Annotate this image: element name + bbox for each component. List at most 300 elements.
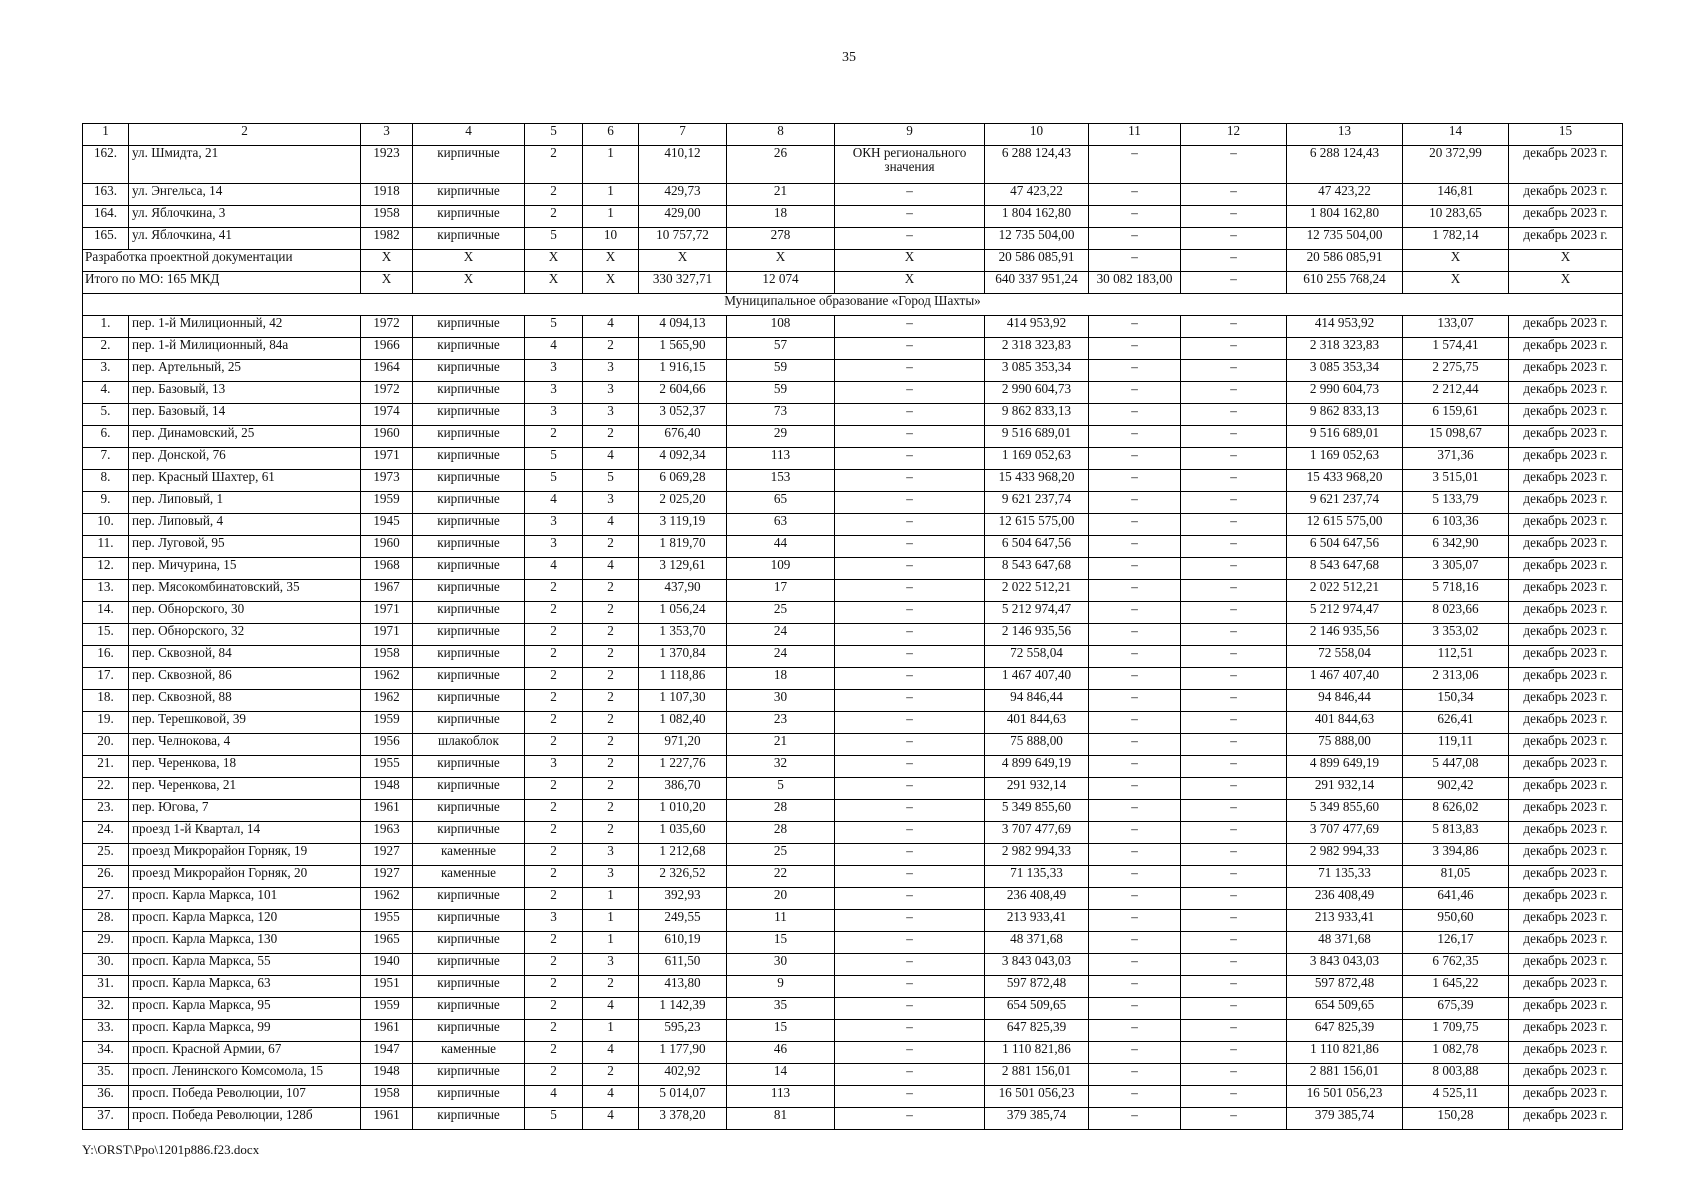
table-cell: –	[835, 448, 985, 470]
table-cell: 676,40	[639, 426, 727, 448]
table-cell: –	[835, 976, 985, 998]
table-cell: 437,90	[639, 580, 727, 602]
table-cell: 32.	[83, 998, 129, 1020]
table-cell: –	[835, 1020, 985, 1042]
table-cell: –	[835, 1064, 985, 1086]
table-cell: –	[835, 470, 985, 492]
table-cell: 28.	[83, 910, 129, 932]
table-cell: 48 371,68	[1287, 932, 1403, 954]
table-cell: X	[525, 272, 583, 294]
table-cell: 8 543 647,68	[1287, 558, 1403, 580]
table-cell: 1955	[361, 756, 413, 778]
table-cell: 2 982 994,33	[1287, 844, 1403, 866]
table-cell: кирпичные	[413, 558, 525, 580]
table-cell: 3 378,20	[639, 1108, 727, 1130]
table-cell: 3 707 477,69	[1287, 822, 1403, 844]
table-cell: 2	[583, 602, 639, 624]
table-cell: 2	[525, 184, 583, 206]
table-cell: –	[1089, 976, 1181, 998]
table-cell: 2	[525, 602, 583, 624]
table-cell: 1 110 821,86	[1287, 1042, 1403, 1064]
table-cell: 81,05	[1403, 866, 1509, 888]
table-cell: 1 082,40	[639, 712, 727, 734]
table-cell: 2 025,20	[639, 492, 727, 514]
table-cell: –	[835, 602, 985, 624]
table-cell: 26.	[83, 866, 129, 888]
table-row	[83, 602, 1623, 624]
table-cell: 164.	[83, 206, 129, 228]
table-row	[83, 338, 1623, 360]
table-cell: –	[1181, 426, 1287, 448]
table-cell: –	[835, 888, 985, 910]
table-cell: 2 318 323,83	[985, 338, 1089, 360]
table-cell: 59	[727, 382, 835, 404]
table-cell: 2	[525, 690, 583, 712]
table-cell: 2	[583, 976, 639, 998]
table-cell: 278	[727, 228, 835, 250]
table-cell: кирпичные	[413, 404, 525, 426]
table-cell: 2	[583, 822, 639, 844]
table-row	[83, 690, 1623, 712]
table-cell: 81	[727, 1108, 835, 1130]
table-cell: 429,00	[639, 206, 727, 228]
table-cell: –	[1181, 954, 1287, 976]
section-row	[83, 294, 1623, 316]
table-cell: декабрь 2023 г.	[1509, 910, 1623, 932]
table-cell: 1962	[361, 668, 413, 690]
table-cell: декабрь 2023 г.	[1509, 1042, 1623, 1064]
table-cell: 2	[583, 690, 639, 712]
table-cell: кирпичные	[413, 228, 525, 250]
table-cell: –	[835, 690, 985, 712]
table-cell: декабрь 2023 г.	[1509, 1064, 1623, 1086]
table-cell: кирпичные	[413, 954, 525, 976]
table-cell: кирпичные	[413, 492, 525, 514]
table-cell: 1 370,84	[639, 646, 727, 668]
summary-label-cell: Разработка проектной документации	[83, 250, 361, 272]
table-cell: X	[361, 250, 413, 272]
table-cell: 4.	[83, 382, 129, 404]
table-cell: 21.	[83, 756, 129, 778]
table-row	[83, 492, 1623, 514]
table-cell: проезд Микрорайон Горняк, 19	[129, 844, 361, 866]
table-cell: 17	[727, 580, 835, 602]
table-cell: проезд Микрорайон Горняк, 20	[129, 866, 361, 888]
table-cell: 18.	[83, 690, 129, 712]
table-cell: X	[583, 250, 639, 272]
table-cell: 675,39	[1403, 998, 1509, 1020]
table-cell: 126,17	[1403, 932, 1509, 954]
table-cell: 28	[727, 800, 835, 822]
table-cell: декабрь 2023 г.	[1509, 536, 1623, 558]
table-cell: 4	[583, 448, 639, 470]
table-cell: –	[1089, 184, 1181, 206]
table-cell: 1965	[361, 932, 413, 954]
table-cell: 11.	[83, 536, 129, 558]
table-cell: 10 757,72	[639, 228, 727, 250]
table-cell: 1973	[361, 470, 413, 492]
table-cell: декабрь 2023 г.	[1509, 866, 1623, 888]
table-cell: 2	[525, 822, 583, 844]
table-cell: кирпичные	[413, 998, 525, 1020]
table-cell: –	[1181, 470, 1287, 492]
table-cell: 21	[727, 734, 835, 756]
table-cell: 2 022 512,21	[1287, 580, 1403, 602]
table-cell: 1 177,90	[639, 1042, 727, 1064]
table-cell: 15	[727, 1020, 835, 1042]
table-cell: –	[1181, 404, 1287, 426]
table-cell: 17.	[83, 668, 129, 690]
table-cell: кирпичные	[413, 514, 525, 536]
table-cell: пер. Обнорского, 30	[129, 602, 361, 624]
table-cell: 3 085 353,34	[1287, 360, 1403, 382]
table-cell: 153	[727, 470, 835, 492]
table-cell: 1 082,78	[1403, 1042, 1509, 1064]
table-cell: –	[835, 184, 985, 206]
table-cell: –	[1181, 580, 1287, 602]
table-cell: 133,07	[1403, 316, 1509, 338]
table-row	[83, 624, 1623, 646]
table-cell: просп. Победа Революции, 128б	[129, 1108, 361, 1130]
table-cell: –	[1089, 360, 1181, 382]
table-cell: X	[525, 250, 583, 272]
table-cell: кирпичные	[413, 146, 525, 184]
table-row	[83, 426, 1623, 448]
table-cell: 597 872,48	[985, 976, 1089, 998]
table-cell: пер. Липовый, 4	[129, 514, 361, 536]
table-cell: декабрь 2023 г.	[1509, 228, 1623, 250]
table-cell: 3	[583, 382, 639, 404]
table-cell: 654 509,65	[1287, 998, 1403, 1020]
table-body	[83, 124, 1623, 1130]
table-cell: –	[1181, 492, 1287, 514]
table-cell: просп. Карла Маркса, 120	[129, 910, 361, 932]
table-cell: 94 846,44	[1287, 690, 1403, 712]
summary-row	[83, 272, 1623, 294]
table-cell: 610 255 768,24	[1287, 272, 1403, 294]
table-cell: просп. Карла Маркса, 99	[129, 1020, 361, 1042]
table-cell: 1	[583, 910, 639, 932]
column-number-cell: 15	[1509, 124, 1623, 146]
table-cell: 57	[727, 338, 835, 360]
table-cell: –	[1089, 844, 1181, 866]
table-cell: 1 782,14	[1403, 228, 1509, 250]
table-cell: ул. Энгельса, 14	[129, 184, 361, 206]
table-cell: 4	[525, 492, 583, 514]
table-cell: 2 982 994,33	[985, 844, 1089, 866]
table-cell: 5 718,16	[1403, 580, 1509, 602]
table-cell: –	[1089, 558, 1181, 580]
table-cell: 386,70	[639, 778, 727, 800]
table-cell: 950,60	[1403, 910, 1509, 932]
table-cell: 1971	[361, 602, 413, 624]
table-cell: –	[835, 1108, 985, 1130]
table-cell: 6 288 124,43	[1287, 146, 1403, 184]
column-number-cell: 7	[639, 124, 727, 146]
table-cell: 73	[727, 404, 835, 426]
table-cell: каменные	[413, 844, 525, 866]
table-cell: 2 313,06	[1403, 668, 1509, 690]
table-cell: декабрь 2023 г.	[1509, 668, 1623, 690]
table-cell: кирпичные	[413, 932, 525, 954]
table-cell: –	[1089, 1086, 1181, 1108]
table-cell: 2 318 323,83	[1287, 338, 1403, 360]
table-cell: –	[835, 360, 985, 382]
table-cell: 249,55	[639, 910, 727, 932]
table-cell: пер. 1-й Милиционный, 42	[129, 316, 361, 338]
table-cell: декабрь 2023 г.	[1509, 844, 1623, 866]
table-cell: кирпичные	[413, 800, 525, 822]
table-cell: 165.	[83, 228, 129, 250]
table-cell: 3 707 477,69	[985, 822, 1089, 844]
page-number: 35	[842, 50, 856, 65]
table-cell: 109	[727, 558, 835, 580]
table-cell: –	[1089, 1020, 1181, 1042]
table-cell: 2	[525, 1064, 583, 1086]
table-cell: 5 212 974,47	[985, 602, 1089, 624]
table-cell: 1927	[361, 844, 413, 866]
table-cell: ул. Яблочкина, 41	[129, 228, 361, 250]
table-cell: 1960	[361, 426, 413, 448]
table-cell: 12 735 504,00	[985, 228, 1089, 250]
table-cell: 5	[727, 778, 835, 800]
table-cell: 1	[583, 888, 639, 910]
table-cell: декабрь 2023 г.	[1509, 602, 1623, 624]
table-cell: 113	[727, 1086, 835, 1108]
table-cell: 3	[525, 910, 583, 932]
table-cell: декабрь 2023 г.	[1509, 712, 1623, 734]
table-cell: 24	[727, 646, 835, 668]
table-cell: 150,28	[1403, 1108, 1509, 1130]
table-cell: –	[1089, 426, 1181, 448]
column-number-row	[83, 124, 1623, 146]
table-cell: 1 142,39	[639, 998, 727, 1020]
table-row	[83, 360, 1623, 382]
table-cell: –	[1089, 668, 1181, 690]
table-cell: 2 990 604,73	[985, 382, 1089, 404]
table-cell: –	[1089, 800, 1181, 822]
column-number-cell: 6	[583, 124, 639, 146]
table-cell: 3	[583, 866, 639, 888]
table-cell: –	[1089, 690, 1181, 712]
table-cell: декабрь 2023 г.	[1509, 756, 1623, 778]
table-cell: 401 844,63	[1287, 712, 1403, 734]
table-cell: 1 565,90	[639, 338, 727, 360]
table-cell: –	[1181, 932, 1287, 954]
table-cell: декабрь 2023 г.	[1509, 976, 1623, 998]
table-row	[83, 646, 1623, 668]
table-cell: просп. Карла Маркса, 63	[129, 976, 361, 998]
footer-file-path: Y:\ORST\Ppo\1201p886.f23.docx	[82, 1142, 260, 1157]
table-cell: –	[835, 756, 985, 778]
table-cell: 108	[727, 316, 835, 338]
table-cell: 1958	[361, 206, 413, 228]
table-cell: –	[835, 712, 985, 734]
table-row	[83, 536, 1623, 558]
table-cell: –	[1089, 602, 1181, 624]
table-cell: 30	[727, 954, 835, 976]
table-cell: 1923	[361, 146, 413, 184]
summary-row	[83, 250, 1623, 272]
table-cell: –	[835, 954, 985, 976]
table-cell: пер. Черенкова, 18	[129, 756, 361, 778]
table-cell: 1 819,70	[639, 536, 727, 558]
table-cell: –	[835, 1042, 985, 1064]
table-cell: –	[1181, 1064, 1287, 1086]
table-cell: кирпичные	[413, 712, 525, 734]
table-row	[83, 448, 1623, 470]
table-cell: 2	[583, 800, 639, 822]
table-cell: 26	[727, 146, 835, 184]
table-cell: 647 825,39	[985, 1020, 1089, 1042]
table-cell: пер. Базовый, 13	[129, 382, 361, 404]
table-cell: 1956	[361, 734, 413, 756]
table-cell: –	[1181, 822, 1287, 844]
table-cell: –	[835, 646, 985, 668]
table-cell: 9	[727, 976, 835, 998]
table-cell: кирпичные	[413, 536, 525, 558]
table-cell: 2	[525, 146, 583, 184]
table-cell: 1 056,24	[639, 602, 727, 624]
table-cell: пер. Черенкова, 21	[129, 778, 361, 800]
table-cell: декабрь 2023 г.	[1509, 514, 1623, 536]
table-cell: 15.	[83, 624, 129, 646]
table-cell: 414 953,92	[1287, 316, 1403, 338]
table-cell: 1972	[361, 382, 413, 404]
table-cell: 2	[525, 1020, 583, 1042]
table-cell: –	[835, 822, 985, 844]
table-cell: 47 423,22	[985, 184, 1089, 206]
table-cell: –	[1089, 1064, 1181, 1086]
table-cell: 1967	[361, 580, 413, 602]
table-cell: 15 433 968,20	[985, 470, 1089, 492]
table-cell: 2	[583, 624, 639, 646]
table-cell: 647 825,39	[1287, 1020, 1403, 1042]
table-cell: –	[1181, 602, 1287, 624]
table-cell: 1960	[361, 536, 413, 558]
table-row	[83, 800, 1623, 822]
table-cell: 3 119,19	[639, 514, 727, 536]
table-cell: –	[1181, 448, 1287, 470]
table-cell: 371,36	[1403, 448, 1509, 470]
table-cell: –	[1089, 822, 1181, 844]
column-number-cell: 9	[835, 124, 985, 146]
table-cell: X	[361, 272, 413, 294]
table-cell: декабрь 2023 г.	[1509, 360, 1623, 382]
table-cell: декабрь 2023 г.	[1509, 558, 1623, 580]
table-cell: 5	[583, 470, 639, 492]
table-cell: 5 813,83	[1403, 822, 1509, 844]
table-cell: декабрь 2023 г.	[1509, 316, 1623, 338]
table-cell: –	[835, 426, 985, 448]
table-row	[83, 910, 1623, 932]
table-cell: 1 169 052,63	[1287, 448, 1403, 470]
column-number-cell: 8	[727, 124, 835, 146]
table-cell: 1959	[361, 998, 413, 1020]
table-cell: 654 509,65	[985, 998, 1089, 1020]
table-cell: 236 408,49	[1287, 888, 1403, 910]
table-cell: 1	[583, 1020, 639, 1042]
table-row	[83, 888, 1623, 910]
table-cell: ул. Шмидта, 21	[129, 146, 361, 184]
table-cell: кирпичные	[413, 690, 525, 712]
table-cell: 401 844,63	[985, 712, 1089, 734]
table-cell: декабрь 2023 г.	[1509, 184, 1623, 206]
table-cell: 20 372,99	[1403, 146, 1509, 184]
table-cell: 2	[583, 712, 639, 734]
table-cell: 5 133,79	[1403, 492, 1509, 514]
table-cell: 1945	[361, 514, 413, 536]
table-cell: 5.	[83, 404, 129, 426]
table-cell: –	[1181, 360, 1287, 382]
table-cell: 48 371,68	[985, 932, 1089, 954]
table-cell: 4	[583, 998, 639, 1020]
table-cell: кирпичные	[413, 580, 525, 602]
table-cell: декабрь 2023 г.	[1509, 734, 1623, 756]
table-cell: 5 212 974,47	[1287, 602, 1403, 624]
table-cell: декабрь 2023 г.	[1509, 470, 1623, 492]
table-cell: –	[835, 580, 985, 602]
table-cell: 2 990 604,73	[1287, 382, 1403, 404]
table-cell: 8 003,88	[1403, 1064, 1509, 1086]
table-cell: –	[1181, 514, 1287, 536]
column-number-cell: 11	[1089, 124, 1181, 146]
table-cell: 1982	[361, 228, 413, 250]
table-row	[83, 1086, 1623, 1108]
table-cell: –	[1089, 382, 1181, 404]
table-cell: 1972	[361, 316, 413, 338]
table-cell: –	[835, 844, 985, 866]
table-cell: 5	[525, 1108, 583, 1130]
table-cell: 9 516 689,01	[985, 426, 1089, 448]
table-cell: 1 804 162,80	[1287, 206, 1403, 228]
column-number-cell: 13	[1287, 124, 1403, 146]
table-cell: X	[1403, 272, 1509, 294]
table-cell: кирпичные	[413, 668, 525, 690]
table-cell: 163.	[83, 184, 129, 206]
table-cell: 330 327,71	[639, 272, 727, 294]
summary-label-cell: Итого по МО: 165 МКД	[83, 272, 361, 294]
table-cell: 1 709,75	[1403, 1020, 1509, 1042]
table-cell: декабрь 2023 г.	[1509, 690, 1623, 712]
table-row	[83, 206, 1623, 228]
table-cell: 2	[525, 1042, 583, 1064]
table-cell: декабрь 2023 г.	[1509, 1020, 1623, 1042]
table-cell: 5	[525, 316, 583, 338]
table-cell: –	[1181, 756, 1287, 778]
table-cell: 12 615 575,00	[1287, 514, 1403, 536]
table-cell: кирпичные	[413, 382, 525, 404]
table-cell: 2	[525, 426, 583, 448]
table-cell: 410,12	[639, 146, 727, 184]
table-cell: 1 107,30	[639, 690, 727, 712]
column-number-cell: 5	[525, 124, 583, 146]
table-cell: –	[1089, 338, 1181, 360]
table-cell: 1 467 407,40	[1287, 668, 1403, 690]
section-title: Муниципальное образование «Город Шахты»	[83, 294, 1623, 316]
table-cell: 9 862 833,13	[985, 404, 1089, 426]
table-cell: –	[835, 734, 985, 756]
table-cell: 6 288 124,43	[985, 146, 1089, 184]
table-cell: 1948	[361, 1064, 413, 1086]
table-cell: 640 337 951,24	[985, 272, 1089, 294]
table-cell: пер. Югова, 7	[129, 800, 361, 822]
table-cell: 15 433 968,20	[1287, 470, 1403, 492]
table-row	[83, 558, 1623, 580]
table-cell: декабрь 2023 г.	[1509, 954, 1623, 976]
table-cell: –	[835, 558, 985, 580]
table-cell: пер. Челнокова, 4	[129, 734, 361, 756]
